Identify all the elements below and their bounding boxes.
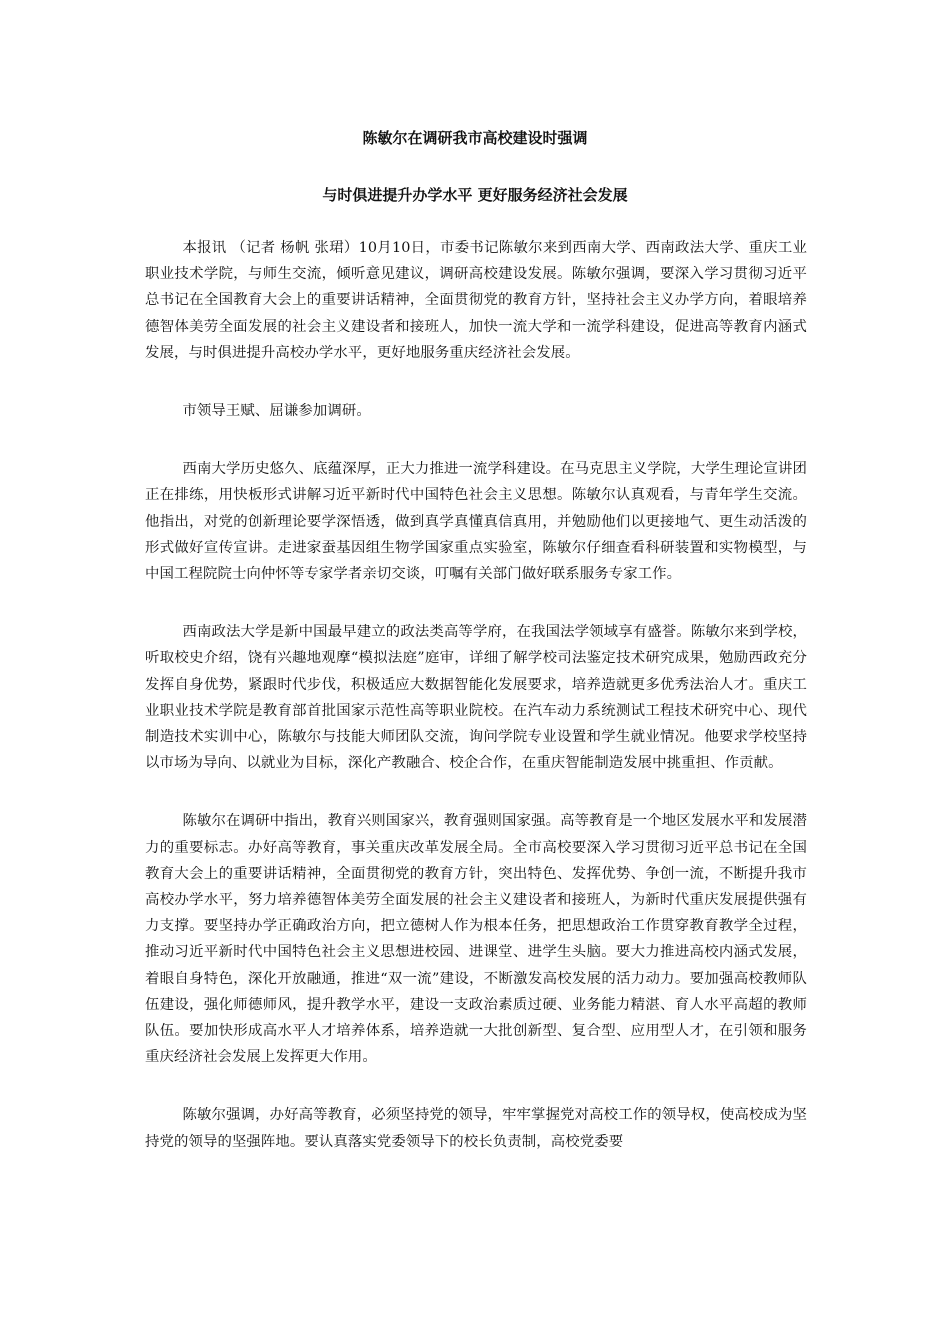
article-title: 陈敏尔在调研我市高校建设时强调 [362,129,588,147]
paragraph-law-university: 西南政法大学是新中国最早建立的政法类高等学府，在我国法学领域享有盛誉。陈敏尔来到学校，听取校史介绍，饶有兴趣地观摩“模拟法庭”庭审，详细了解学校司法鉴定技术研究成果，勉励西政充分发挥自身优势，紧跟时代步伐，积极适应大数据智能化发展要求，培养造就更多优秀法治人才。重庆工业职业技术学院是教育部首批国家示范性高等职业院校。在汽车动力系统测试工程技术研究中心、现代制造技术实训中心，陈敏尔与技能大师团队交流，询问学院专业设置和学生就业情况。他要求学校坚持以市场为导向、以就业为目标，深化产教融合、校企合作，在重庆智能制造发展中挑重担、作贡献。 [145,624,807,772]
paragraph-party-leadership: 陈敏尔强调，办好高等教育，必须坚持党的领导，牢牢掌握党对高校工作的领导权，使高校成为坚持党的领导的坚强阵地。要认真落实党委领导下的校长负责制，高校党委要 [145,1107,807,1150]
paragraph-attendees: 市领导王赋、屈谦参加调研。 [182,403,371,420]
article-body [145,235,807,1187]
paragraph-remarks: 陈敏尔在调研中指出，教育兴则国家兴，教育强则国家强。高等教育是一个地区发展水平和发展潜力的重要标志。办好高等教育，事关重庆改革发展全局。全市高校要深入学习贯彻习近平总书记在全国教育大会上的重要讲话精神，全面贯彻党的教育方针，突出特色、发挥优势、争创一流，不断提升我市高校办学水平，努力培养德智体美劳全面发展的社会主义建设者和接班人，为新时代重庆发展提供强有力支撑。要坚持办学正确政治方向，把立德树人作为根本任务，把思想政治工作贯穿教育教学全过程，推动习近平新时代中国特色社会主义思想进校园、进课堂、进学生头脑。要大力推进高校内涵式发展，着眼自身特色，深化开放融通，推进“双一流”建设，不断激发高校发展的活力动力。要加强高校教师队伍建设，强化师德师风，提升教学水平，建设一支政治素质过硬、业务能力精湛、育人水平高超的教师队伍。要加快形成高水平人才培养体系，培养造就一大批创新型、复合型、应用型人才，在引领和服务重庆经济社会发展上发挥更大作用。 [145,813,807,1066]
paragraph-lead: 本报讯 （记者 杨帆 张珺）10月10日，市委书记陈敏尔来到西南大学、西南政法大学、重庆工业职业技术学院，与师生交流，倾听意见建议，调研高校建设发展。陈敏尔强调，要深入学习贯彻习近平总书记在全国教育大会上的重要讲话精神，全面贯彻党的教育方针，坚持社会主义办学方向，着眼培养德智体美劳全面发展的社会主义建设者和接班人，加快一流大学和一流学科建设，促进高等教育内涵式发展，与时俱进提升高校办学水平，更好地服务重庆经济社会发展。 [145,240,807,361]
article-subtitle: 与时俱进提升办学水平 更好服务经济社会发展 [322,186,628,204]
paragraph-southwest-university: 西南大学历史悠久、底蕴深厚，正大力推进一流学科建设。在马克思主义学院，大学生理论宣讲团正在排练，用快板形式讲解习近平新时代中国特色社会主义思想。陈敏尔认真观看，与青年学生交流。他指出，对党的创新理论要学深悟透，做到真学真懂真信真用，并勉励他们以更接地气、更生动活泼的形式做好宣传宣讲。走进家蚕基因组生物学国家重点实验室，陈敏尔仔细查看科研装置和实物模型，与中国工程院院士向仲怀等专家学者亲切交谈，叮嘱有关部门做好联系服务专家工作。 [145,461,807,583]
